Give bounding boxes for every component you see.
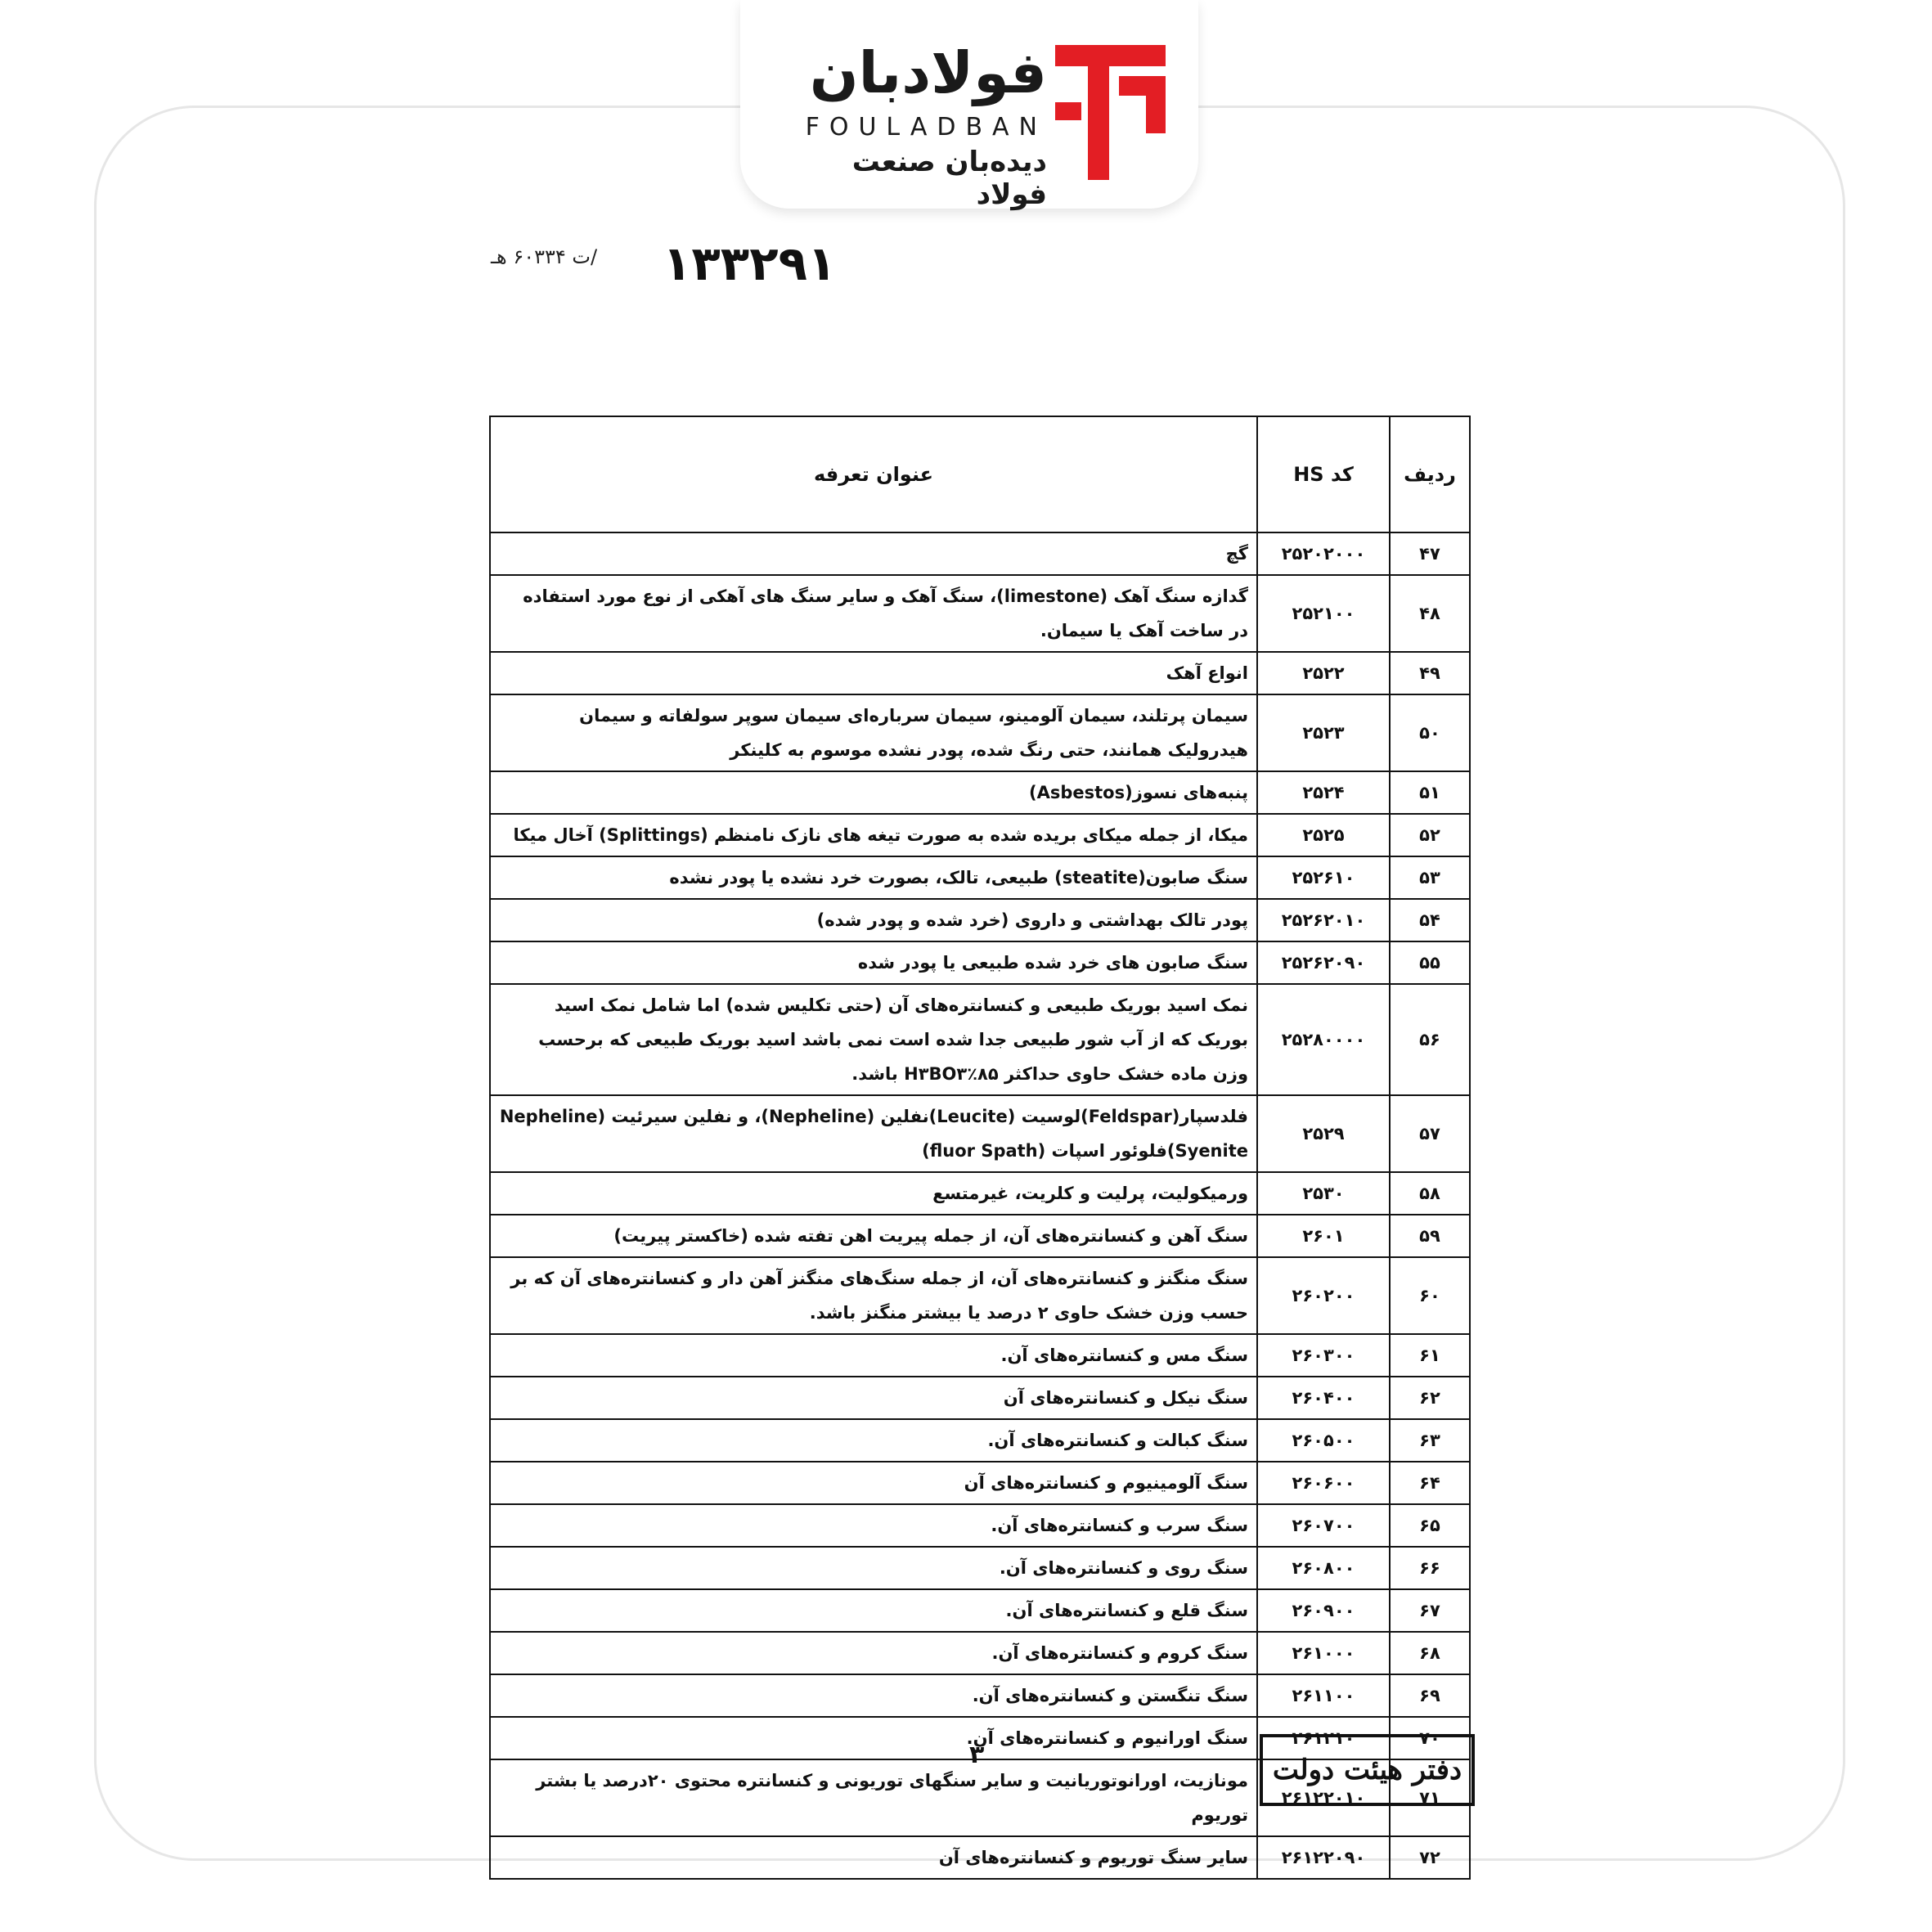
fouladban-logo-icon xyxy=(1055,45,1166,180)
table-row xyxy=(490,652,1470,694)
row-number-cell: ۶۳ xyxy=(1390,1419,1470,1462)
tariff-title-cell: انواع آهک xyxy=(490,652,1257,694)
hs-code-cell: ۲۵۲۸۰۰۰۰ xyxy=(1257,984,1390,1095)
row-number-cell: ۵۴ xyxy=(1390,899,1470,941)
hs-code-cell: ۲۵۳۰ xyxy=(1257,1172,1390,1215)
hs-code-cell: ۲۵۲۲ xyxy=(1257,652,1390,694)
hs-code-cell: ۲۶۰۱ xyxy=(1257,1215,1390,1257)
table-row xyxy=(490,1504,1470,1547)
header-hs-code: کد HS xyxy=(1257,416,1390,532)
table-row xyxy=(490,771,1470,814)
hs-code-cell: ۲۵۲۹ xyxy=(1257,1095,1390,1172)
row-number-cell: ۵۰ xyxy=(1390,694,1470,771)
hs-code-cell: ۲۶۰۹۰۰ xyxy=(1257,1589,1390,1632)
logo-name-en: FOULADBAN xyxy=(805,113,1047,142)
table-row xyxy=(490,1632,1470,1674)
hs-code-cell: ۲۵۲۶۲۰۹۰ xyxy=(1257,941,1390,984)
tariff-title-cell: سنگ کبالت و کنسانتره‌های آن. xyxy=(490,1419,1257,1462)
table-row xyxy=(490,1462,1470,1504)
tariff-title-cell: میکا، از جمله میکای بریده شده به صورت تیغه های نازک نامنظم (Splittings) آخال میکا xyxy=(490,814,1257,856)
hs-code-cell: ۲۵۲۶۱۰ xyxy=(1257,856,1390,899)
tariff-title-cell: سیمان پرتلند، سیمان آلومینو، سیمان سرباره‌ای سیمان سوپر سولفاته و سیمان هیدرولیک همانند، حتی رنگ شده، پودر نشده موسوم به کلینکر xyxy=(490,694,1257,771)
row-number-cell: ۵۵ xyxy=(1390,941,1470,984)
tariff-title-cell: سنگ کروم و کنسانتره‌های آن. xyxy=(490,1632,1257,1674)
tariff-title-cell: سنگ آهن و کنسانتره‌های آن، از جمله پیریت اهن تفته شده (خاکستر پیریت) xyxy=(490,1215,1257,1257)
row-number-cell: ۶۵ xyxy=(1390,1504,1470,1547)
hs-code-cell: ۲۶۱۲۱۰ xyxy=(1257,1717,1390,1759)
page-number: ۳ xyxy=(969,1741,985,1769)
tariff-title-cell: سنگ تنگستن و کنسانتره‌های آن. xyxy=(490,1674,1257,1717)
document-reference: /ت ۶۰۳۳۴ هـ xyxy=(491,245,598,268)
tariff-title-cell: فلدسپار(Feldspar)لوسیت (Leucite)نفلین (Nepheline)، و نفلین سیرئیت (Nepheline Syenite)فلوئور اسپات (fluor Spath) xyxy=(490,1095,1257,1172)
table-row xyxy=(490,984,1470,1095)
hs-code-cell: ۲۶۰۲۰۰ xyxy=(1257,1257,1390,1334)
table-row xyxy=(490,1674,1470,1717)
hs-code-cell: ۲۶۱۲۲۰۱۰ xyxy=(1257,1759,1390,1836)
hs-code-cell: ۲۶۰۶۰۰ xyxy=(1257,1462,1390,1504)
row-number-cell: ۵۱ xyxy=(1390,771,1470,814)
table-row xyxy=(490,1095,1470,1172)
table-row xyxy=(490,1589,1470,1632)
header-row-number: ردیف xyxy=(1390,416,1470,532)
row-number-cell: ۶۹ xyxy=(1390,1674,1470,1717)
table-row xyxy=(490,575,1470,652)
row-number-cell: ۴۹ xyxy=(1390,652,1470,694)
tariff-title-cell: سنگ مس و کنسانتره‌های آن. xyxy=(490,1334,1257,1377)
table-body xyxy=(490,532,1470,1879)
tariff-title-cell: سنگ سرب و کنسانتره‌های آن. xyxy=(490,1504,1257,1547)
table-row xyxy=(490,1334,1470,1377)
table-row xyxy=(490,532,1470,575)
table-row xyxy=(490,1377,1470,1419)
hs-code-cell: ۲۵۲۱۰۰ xyxy=(1257,575,1390,652)
hs-code-cell: ۲۶۰۴۰۰ xyxy=(1257,1377,1390,1419)
table-header-row xyxy=(490,416,1470,532)
hs-code-cell: ۲۵۲۵ xyxy=(1257,814,1390,856)
table-row xyxy=(490,899,1470,941)
logo-tagline: دیده‌بان صنعت فولاد xyxy=(851,146,1047,211)
tariff-title-cell: گدازه سنگ آهک (limestone)، سنگ آهک و سایر سنگ های آهکی از نوع مورد استفاده در ساخت آهک یا سیمان. xyxy=(490,575,1257,652)
hs-code-cell: ۲۶۰۳۰۰ xyxy=(1257,1334,1390,1377)
hs-code-cell: ۲۶۱۲۲۰۹۰ xyxy=(1257,1836,1390,1879)
tariff-title-cell: سنگ آلومینیوم و کنسانتره‌های آن xyxy=(490,1462,1257,1504)
hs-code-cell: ۲۵۲۴ xyxy=(1257,771,1390,814)
hs-code-cell: ۲۶۱۰۰۰ xyxy=(1257,1632,1390,1674)
hs-code-cell: ۲۶۱۱۰۰ xyxy=(1257,1674,1390,1717)
row-number-cell: ۶۱ xyxy=(1390,1334,1470,1377)
row-number-cell: ۶۸ xyxy=(1390,1632,1470,1674)
hs-code-cell: ۲۵۲۶۲۰۱۰ xyxy=(1257,899,1390,941)
row-number-cell: ۵۸ xyxy=(1390,1172,1470,1215)
tariff-title-cell: سنگ قلع و کنسانتره‌های آن. xyxy=(490,1589,1257,1632)
tariff-title-cell: ورمیکولیت، پرلیت و کلریت، غیرمتسع xyxy=(490,1172,1257,1215)
hs-code-cell: ۲۶۰۷۰۰ xyxy=(1257,1504,1390,1547)
tariff-title-cell: سنگ روی و کنسانتره‌های آن. xyxy=(490,1547,1257,1589)
table-row xyxy=(490,941,1470,984)
tariff-title-cell: نمک اسید بوریک طبیعی و کنسانتره‌های آن (حتی تکلیس شده) اما شامل نمک اسید بوریک که از آب شور طبیعی جدا شده است نمی باشد اسید بوریک طبیعی که برحسب وزن ماده خشک حاوی حداکثر ۸۵٪H۳BO۳ باشد. xyxy=(490,984,1257,1095)
table-row xyxy=(490,1215,1470,1257)
tariff-title-cell: سنگ اورانیوم و کنسانتره‌های آن. xyxy=(490,1717,1257,1759)
row-number-cell: ۷۰ xyxy=(1390,1717,1470,1759)
table-row xyxy=(490,1419,1470,1462)
row-number-cell: ۵۷ xyxy=(1390,1095,1470,1172)
tariff-title-cell: پودر تالک بهداشتی و داروی (خرد شده و پودر شده) xyxy=(490,899,1257,941)
row-number-cell: ۶۰ xyxy=(1390,1257,1470,1334)
tariff-title-cell: سنگ منگنز و کنسانتره‌های آن، از جمله سنگ‌های منگنز آهن دار و کنسانتره‌های آن که بر حسب وزن خشک حاوی ۲ درصد یا بیشتر منگنز باشد. xyxy=(490,1257,1257,1334)
row-number-cell: ۷۲ xyxy=(1390,1836,1470,1879)
row-number-cell: ۷۱ xyxy=(1390,1759,1470,1836)
tariff-title-cell: سنگ صابون های خرد شده طبیعی یا پودر شده xyxy=(490,941,1257,984)
document-number: ۱۳۳۲۹۱ xyxy=(663,236,837,291)
table-row xyxy=(490,856,1470,899)
hs-code-cell: ۲۵۲۳ xyxy=(1257,694,1390,771)
tariff-title-cell: سنگ صابون(steatite) طبیعی، تالک، بصورت خرد نشده یا پودر نشده xyxy=(490,856,1257,899)
table-row xyxy=(490,694,1470,771)
row-number-cell: ۴۸ xyxy=(1390,575,1470,652)
table-row xyxy=(490,1836,1470,1879)
table-row xyxy=(490,1257,1470,1334)
row-number-cell: ۵۶ xyxy=(1390,984,1470,1095)
row-number-cell: ۶۴ xyxy=(1390,1462,1470,1504)
row-number-cell: ۶۶ xyxy=(1390,1547,1470,1589)
tariff-title-cell: سنگ نیکل و کنسانتره‌های آن xyxy=(490,1377,1257,1419)
tariff-title-cell: پنبه‌های نسوز(Asbestos) xyxy=(490,771,1257,814)
tariff-title-cell: گچ xyxy=(490,532,1257,575)
row-number-cell: ۴۷ xyxy=(1390,532,1470,575)
table-row xyxy=(490,814,1470,856)
row-number-cell: ۶۷ xyxy=(1390,1589,1470,1632)
hs-code-cell: ۲۶۰۸۰۰ xyxy=(1257,1547,1390,1589)
row-number-cell: ۵۲ xyxy=(1390,814,1470,856)
government-office-stamp: دفتر هیئت دولت xyxy=(1260,1734,1475,1806)
logo-name-fa: فولادبان xyxy=(809,39,1047,106)
table-row xyxy=(490,1547,1470,1589)
row-number-cell: ۵۳ xyxy=(1390,856,1470,899)
table-row xyxy=(490,1172,1470,1215)
hs-code-cell: ۲۵۲۰۲۰۰۰ xyxy=(1257,532,1390,575)
row-number-cell: ۵۹ xyxy=(1390,1215,1470,1257)
tariff-title-cell: سایر سنگ توریوم و کنسانتره‌های آن xyxy=(490,1836,1257,1879)
row-number-cell: ۶۲ xyxy=(1390,1377,1470,1419)
tariff-table xyxy=(489,416,1471,1880)
header-tariff-title: عنوان تعرفه xyxy=(490,416,1257,532)
tariff-title-cell: مونازیت، اورانوتوریانیت و سایر سنگهای توریونی و کنسانتره محتوی ۲۰درصد یا بشتر توریوم xyxy=(490,1759,1257,1836)
hs-code-cell: ۲۶۰۵۰۰ xyxy=(1257,1419,1390,1462)
